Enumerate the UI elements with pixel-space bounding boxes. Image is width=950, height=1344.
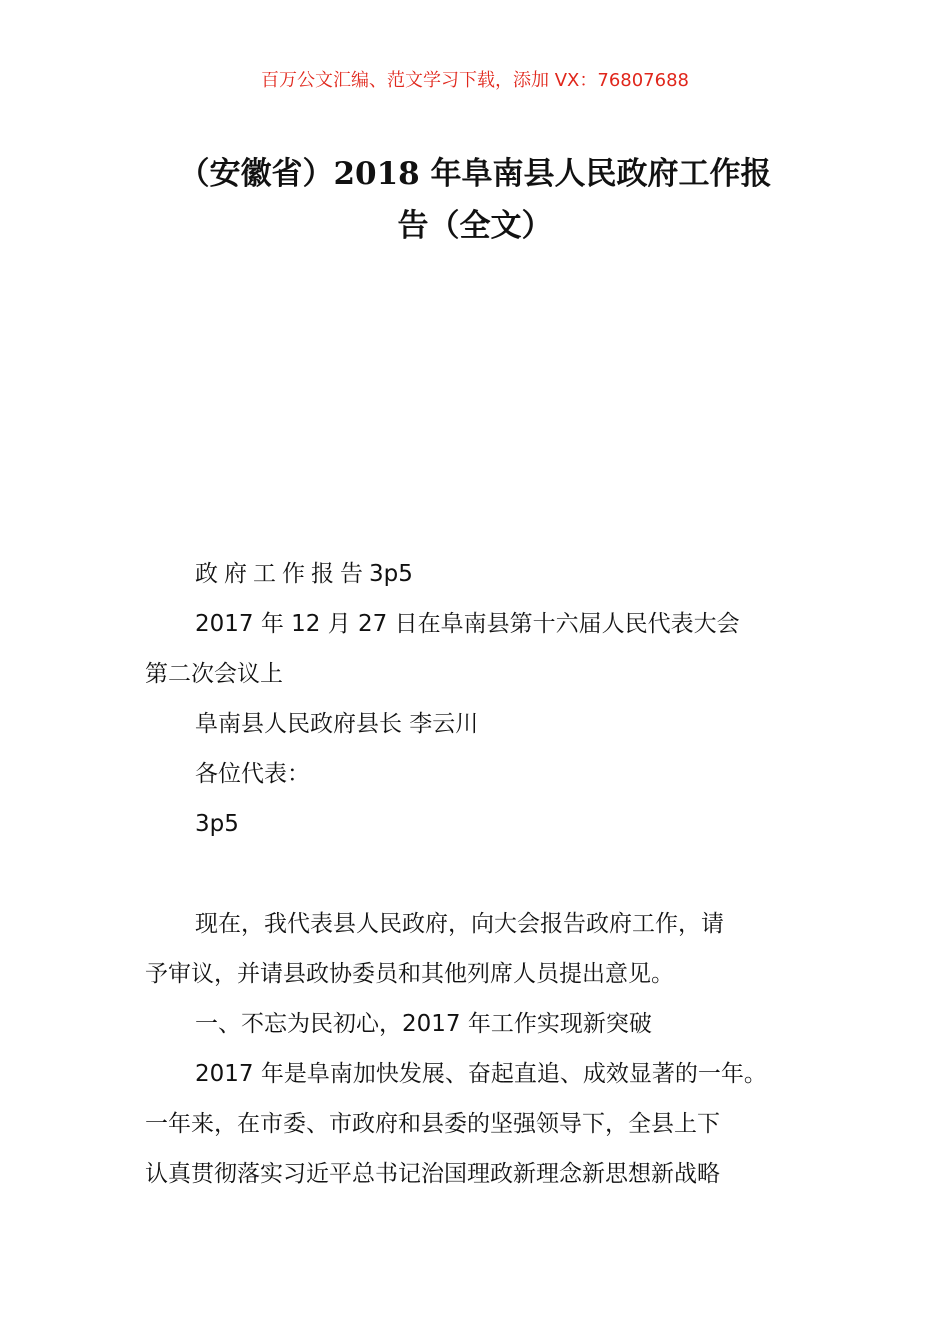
blank-line <box>145 849 810 899</box>
document-title <box>145 148 805 252</box>
header-note: 百万公文汇编、范文学习下载，添加 VX：76807688 <box>261 70 689 91</box>
paragraph-1-line-2: 予审议，并请县政协委员和其他列席人员提出意见。 <box>145 961 674 987</box>
paragraph-2-line-3: 认真贯彻落实习近平总书记治国理政新理念新思想新战略 <box>145 1161 720 1187</box>
paragraph-2-line-2: 一年来，在市委、市政府和县委的坚强领导下，全县上下 <box>145 1111 720 1137</box>
paragraph-1-line-1: 现在，我代表县人民政府，向大会报告政府工作，请 <box>195 911 724 937</box>
section-1-heading: 一、不忘为民初心，2017 年工作实现新突破 <box>195 1011 652 1037</box>
report-heading <box>145 549 810 599</box>
report-heading-label: 政府工作报告 <box>195 561 369 587</box>
report-heading-code: 3p5 <box>369 561 413 587</box>
meeting-line-1: 2017 年 12 月 27 日在阜南县第十六届人民代表大会 <box>195 611 740 637</box>
salutation: 各位代表： <box>195 761 310 787</box>
document-body <box>145 549 810 1199</box>
title-line-1: （安徽省）2018 年阜南县人民政府工作报 <box>178 156 772 192</box>
meeting-line-2: 第二次会议上 <box>145 661 283 687</box>
code-line: 3p5 <box>195 811 239 837</box>
title-line-2: 告（全文） <box>397 208 553 244</box>
paragraph-2-line-1: 2017 年是阜南加快发展、奋起直追、成效显著的一年。 <box>195 1061 767 1087</box>
speaker-line: 阜南县人民政府县长 李云川 <box>195 711 479 737</box>
